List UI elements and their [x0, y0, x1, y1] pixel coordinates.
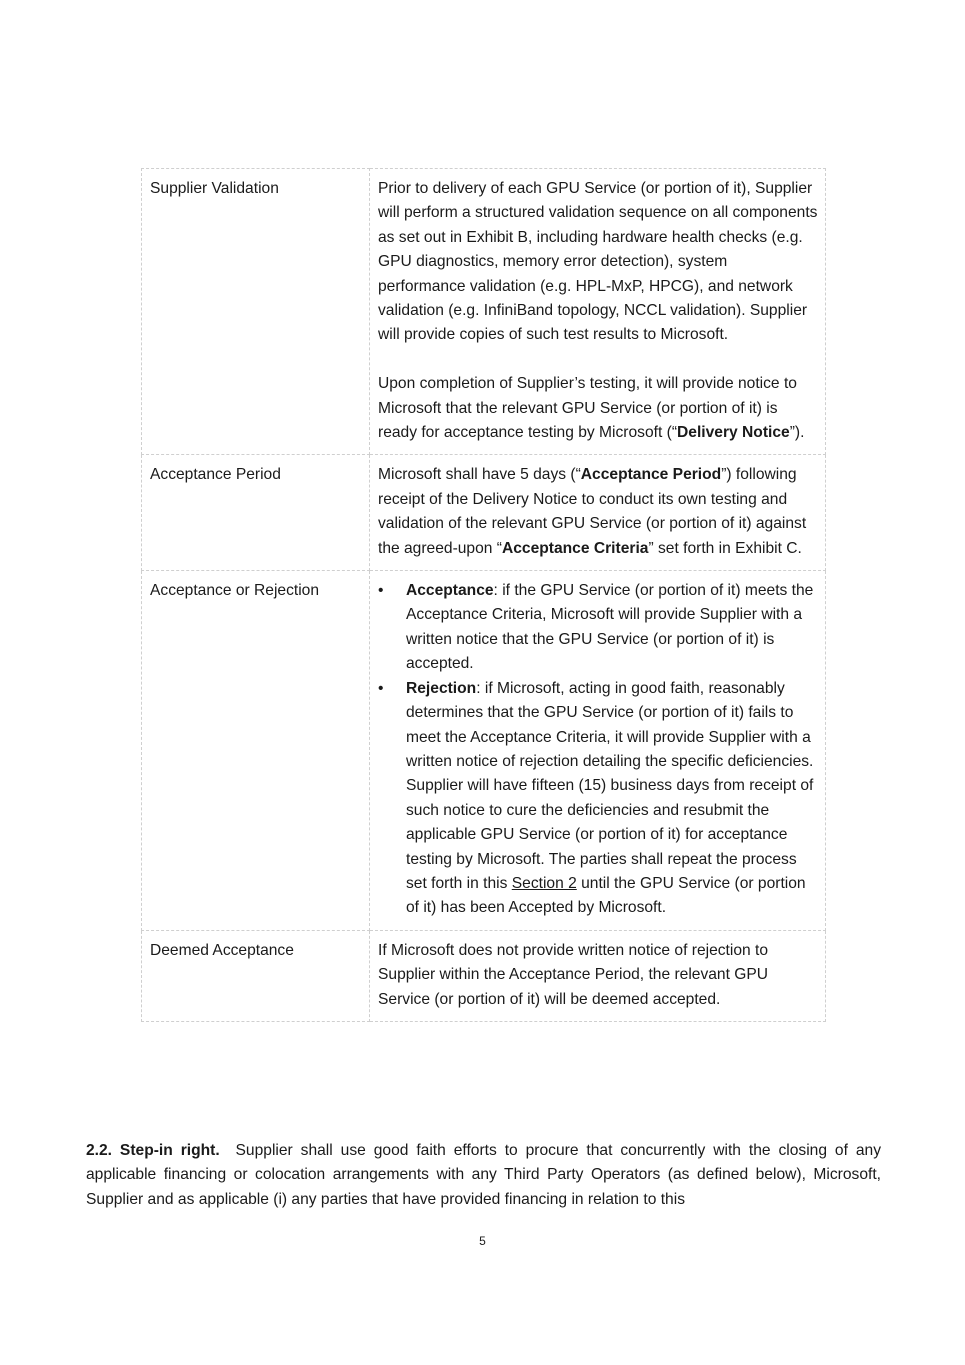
row-label: Acceptance Period: [142, 455, 370, 571]
list-item: • Rejection: if Microsoft, acting in good faith, reasonably determines that the GPU Service (or portion of it) fails to meet the Acceptance Criteria, it will provide Supplier with a written notice of rejection detailing the specific deficiencies. Supplier will have fifteen (15) business days from receipt of such notice to cure the deficiencies and resubmit the applicable GPU Service (or portion of it) for acceptance testing by Microsoft. The parties shall repeat the process set forth in this Section 2 until the GPU Service (or portion of it) has been Accepted by Microsoft.: [378, 677, 818, 921]
defined-term: Acceptance Criteria: [501, 539, 649, 557]
row-body: [370, 930, 826, 1021]
defined-term: Acceptance Period: [580, 466, 722, 484]
defined-term: Rejection: [406, 679, 477, 697]
paragraph: 2.2. Step-in right. Supplier shall use good faith efforts to procure that concurrently with the closing of any applicable financing or colocation arrangements with any Third Party Operators (as defined below), Microsoft, Supplier and as applicable (i) any parties that have provided financing in relation to this: [86, 1142, 881, 1208]
paragraph: If Microsoft does not provide written notice of rejection to Supplier within the Acceptance Period, the relevant GPU Service (or portion of it) will be deemed accepted.: [378, 941, 769, 1008]
table-row: [142, 930, 826, 1021]
defined-term: Acceptance: [406, 582, 494, 600]
paragraph: Upon completion of Supplier’s testing, it will provide notice to Microsoft that the relevant GPU Service (or portion of it) is ready for acceptance testing by Microsoft (“Delivery Notice”).: [378, 375, 805, 442]
paragraph: Microsoft shall have 5 days (“Acceptance Period”) following receipt of the Delivery Notice to conduct its own testing and validation of the relevant GPU Service (or portion of it) against the agreed-upon “Acceptance Criteria” set forth in Exhibit C.: [378, 466, 807, 557]
row-label: Supplier Validation: [142, 169, 370, 455]
list-item: • Acceptance: if the GPU Service (or portion of it) meets the Acceptance Criteria, Microsoft will provide Supplier with a written notice that the GPU Service (or portion of it) is accepted.: [378, 579, 818, 677]
section-link[interactable]: Section 2: [511, 874, 577, 892]
page-number: 5: [479, 1234, 486, 1248]
section-2-2: [86, 1139, 881, 1212]
acceptance-terms-table: [141, 168, 826, 1022]
bullet-list: [378, 579, 818, 921]
row-label: Deemed Acceptance: [142, 930, 370, 1021]
paragraph: Prior to delivery of each GPU Service (or portion of it), Supplier will perform a structured validation sequence on all components as set out in Exhibit B, including hardware health checks (e.g. GPU diagnostics, memory error detection), system performance validation (e.g. HPL-MxP, HPCG), and network validation (e.g. InfiniBand topology, NCCL validation). Supplier will provide copies of such test results to Microsoft.: [378, 180, 818, 344]
bullet-icon: •: [378, 679, 384, 697]
bullet-icon: •: [378, 582, 384, 600]
table-row: [142, 169, 826, 455]
row-body: [370, 169, 826, 455]
row-body: [370, 571, 826, 931]
table-row: [142, 455, 826, 571]
row-label: Acceptance or Rejection: [142, 571, 370, 931]
table-row: [142, 571, 826, 931]
defined-term: Delivery Notice: [677, 424, 790, 442]
row-body: [370, 455, 826, 571]
section-heading: 2.2. Step-in right.: [86, 1142, 220, 1159]
